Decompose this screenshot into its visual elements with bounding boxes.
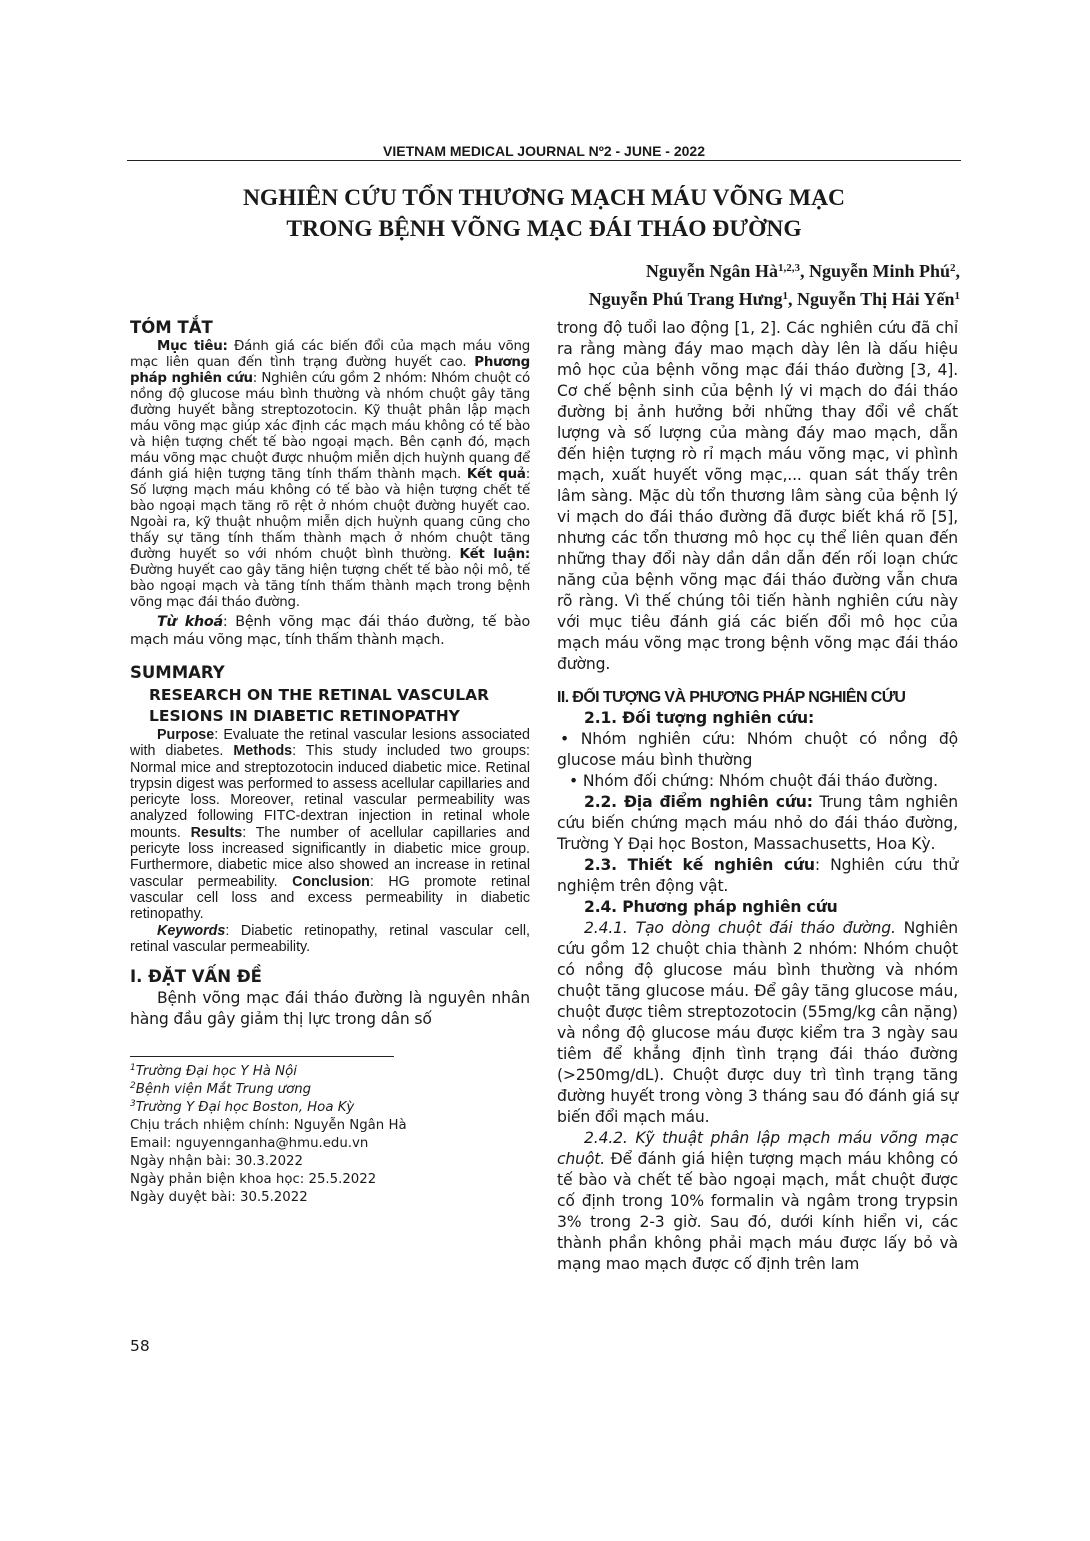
- methods-label: Methods: [233, 743, 293, 760]
- s242-text: Để đánh giá hiện tượng mạch máu không có tế bào và chết tế bào ngoại mạch, mắt chuột được cố định trong 10% formalin và ngâm trong trypsin 3% trong 2-3 giờ. Sau đó, dưới kính hiển vi, các thành phần không phải mạch máu được lấy bỏ và mạng mao mạch được cố định trên lam: [557, 1150, 958, 1273]
- left-column: [130, 318, 530, 1207]
- methods-text: : This study included two groups: Normal mice and streptozotocin induced diabetic mice. Retinal trypsin digest was performed to assess acellular capillaries and pericyte loss. Moreover, retinal vascular permeability was analyzed following FITC-dextran injection in retinal whole mounts.: [130, 743, 530, 841]
- s24-heading: 2.4. Phương pháp nghiên cứu: [584, 898, 838, 916]
- header-rule: [127, 160, 961, 161]
- affiliation-sup: 1: [954, 290, 960, 302]
- author-separator: ,: [955, 261, 960, 281]
- s21-heading: 2.1. Đối tượng nghiên cứu:: [584, 709, 815, 727]
- pp-text: : Nghiên cứu gồm 2 nhóm: Nhóm chuột có nồng độ glucose máu bình thường và nhóm chuột gây tăng đường huyết bằng streptozotocin. Kỹ thuật phân lập mạch máu võng mạc giúp xác định các mạch máu không có tế bào và hiện tượng chết tế bào ngoại mạch. Bên cạnh đó, mạch máu võng mạc chuột được nhuộm miễn dịch huỳnh quang để đánh giá hiện tượng tăng tính thấm thành mạch.: [130, 371, 530, 482]
- intro-heading: I. ĐẶT VẤN ĐỀ: [130, 967, 262, 987]
- author-name: , Nguyễn Minh Phú: [799, 261, 950, 281]
- results-text: : The number of acellular capillaries and pericyte loss increased significantly in diabetic mice group. Furthermore, diabetic mice also showed an increase in retinal vascular permeability.: [130, 824, 531, 890]
- summary-heading: SUMMARY: [130, 663, 225, 682]
- s23-text: : Nghiên cứu thử nghiệm trên động vật.: [557, 856, 959, 895]
- footnote-accepted: Ngày duyệt bài: 30.5.2022: [130, 1190, 308, 1206]
- methods-body: [557, 708, 958, 1275]
- page-number: 58: [130, 1337, 150, 1355]
- s23-paragraph: [557, 855, 958, 897]
- s21-item-2: • Nhóm đối chứng: Nhóm chuột đái tháo đường.: [569, 772, 938, 790]
- footnote-affiliation-3: [130, 1099, 530, 1117]
- kl-label: Kết luận:: [459, 547, 530, 562]
- s21-item-1: • Nhóm nghiên cứu: Nhóm chuột có nồng độ glucose máu bình thường: [557, 730, 958, 769]
- footnote-text: Trường Đại học Y Hà Nội: [135, 1064, 297, 1080]
- s241-label: 2.4.1. Tạo dòng chuột đái tháo đường.: [584, 919, 896, 937]
- keywords-text: : Diabetic retinopathy, retinal vascular cell, retinal vascular permeability.: [130, 922, 530, 955]
- conclusion-text: : HG promote retinal vascular cell loss and excess permeability in diabetic retinopathy.: [130, 873, 530, 923]
- author-line-1: [589, 257, 960, 285]
- tukhoa-text: : Bệnh võng mạc đái tháo đường, tế bào mạch máu võng mạc, tính thấm thành mạch.: [130, 614, 530, 648]
- kq-label: Kết quả: [466, 467, 526, 482]
- footnote-text: Trường Y Đại học Boston, Hoa Kỳ: [135, 1100, 355, 1116]
- footnote-received: Ngày nhận bài: 30.3.2022: [130, 1154, 303, 1170]
- intro-body-right: [557, 318, 958, 675]
- footnote-responsible: Chịu trách nhiệm chính: Nguyễn Ngân Hà: [130, 1118, 407, 1134]
- kl-text: Đường huyết cao gây tăng hiện tượng chết tế bào nội mô, tế bào ngoại mạch và tăng tính thấm thành mạch trong bệnh võng mạc đái tháo đường.: [130, 563, 530, 610]
- affiliation-sup: 2: [950, 262, 956, 274]
- results-label: Results: [190, 824, 243, 841]
- footnote-sup: 2: [130, 1081, 136, 1092]
- intro-body-left: [130, 988, 530, 1030]
- s242-label: 2.4.2. Kỹ thuật phân lập mạch máu võng mạc chuột.: [557, 1129, 958, 1168]
- keywords-label: Keywords: [157, 922, 226, 939]
- article-title: [127, 183, 961, 245]
- vietnamese-abstract: [130, 339, 530, 649]
- summary-title-line-1: RESEARCH ON THE RETINAL VASCULAR: [149, 686, 490, 704]
- footnote-affiliation-1: [130, 1063, 530, 1081]
- abstract-paragraph: [130, 339, 530, 611]
- tomtat-heading: TÓM TẮT: [130, 318, 213, 337]
- footnote-sup: 3: [130, 1099, 136, 1110]
- footnote-text: Bệnh viện Mắt Trung ương: [135, 1082, 312, 1098]
- affiliation-sup: 1,2,3: [777, 262, 800, 274]
- footnote-rule: [130, 1056, 394, 1057]
- summary-title-line-2: LESIONS IN DIABETIC RETINOPATHY: [149, 707, 460, 725]
- author-name: Nguyễn Phú Trang Hưng: [588, 289, 783, 309]
- keywords-paragraph: [130, 923, 530, 956]
- title-line-1: NGHIÊN CỨU TỔN THƯƠNG MẠCH MÁU VÕNG MẠC: [242, 185, 846, 211]
- english-abstract: [130, 727, 530, 955]
- affiliation-sup: 1: [782, 290, 788, 302]
- footnote-affiliation-2: [130, 1081, 530, 1099]
- s22-label: 2.2. Địa điểm nghiên cứu:: [584, 793, 813, 811]
- kq-text: : Số lượng mạch máu không có tế bào và hiện tượng chết tế bào ngoại mạch tăng rõ rệt ở nhóm chuột đường huyết cao. Ngoài ra, kỹ thuật nhuộm miễn dịch huỳnh quang cũng cho thấy sự tăng tính thấm thành mạch ở nhóm chuột tăng đường huyết so với nhóm chuột bình thường.: [130, 467, 530, 562]
- pp-label: Phương pháp nghiên cứu: [130, 355, 530, 386]
- summary-paragraph: [130, 727, 530, 923]
- s241-text: Nghiên cứu gồm 12 chuột chia thành 2 nhóm: Nhóm chuột có nồng độ glucose máu bình thường và nhóm chuột tăng glucose máu. Để gây tăng glucose máu, chuột được tiêm streptozotocin (55mg/kg cân nặng) và nồng độ glucose máu được kiểm tra 3 ngày sau tiêm để khẳng định tình trạng đái tháo đường (>250mg/dL). Chuột được duy trì tình trạng tăng đường huyết trong vòng 3 tháng sau đó đánh giá sự biến đổi mạch máu.: [557, 919, 958, 1126]
- footnote-list: [130, 1063, 530, 1207]
- methods-heading: II. ĐỐI TƯỢNG VÀ PHƯƠNG PHÁP NGHIÊN CỨU: [557, 689, 906, 706]
- footnote-email: Email: nguyennganha@hmu.edu.vn: [130, 1136, 369, 1152]
- s242-paragraph: [557, 1128, 958, 1275]
- journal-header: VIETNAM MEDICAL JOURNAL Nº2 - JUNE - 2022: [383, 143, 705, 159]
- footnotes: [130, 1056, 530, 1207]
- tukhoa-label: Từ khoá: [157, 614, 223, 630]
- intro-paragraph-left: Bệnh võng mạc đái tháo đường là nguyên nhân hàng đầu gây giảm thị lực trong dân số: [130, 989, 530, 1029]
- title-line-2: TRONG BỆNH VÕNG MẠC ĐÁI THÁO ĐƯỜNG: [286, 216, 802, 242]
- s22-paragraph: [557, 792, 958, 855]
- s23-label: 2.3. Thiết kế nghiên cứu: [584, 856, 815, 874]
- tukhoa-paragraph: [130, 613, 530, 649]
- author-line-2: [589, 285, 960, 313]
- muctieu-label: Mục tiêu:: [157, 339, 228, 354]
- footnote-sup: 1: [130, 1063, 136, 1074]
- s241-paragraph: [557, 918, 958, 1128]
- author-list: [589, 257, 960, 313]
- purpose-label: Purpose: [157, 727, 215, 743]
- conclusion-label: Conclusion: [292, 873, 370, 890]
- summary-title: [130, 685, 530, 727]
- footnote-reviewed: Ngày phản biện khoa học: 25.5.2022: [130, 1172, 377, 1188]
- s22-text: Trung tâm nghiên cứu biến chứng mạch máu nhỏ do đái tháo đường, Trường Y Đại học Boston, Massachusetts, Hoa Kỳ.: [557, 793, 958, 853]
- author-name: , Nguyễn Thị Hải Yến: [787, 289, 955, 309]
- purpose-text: : Evaluate the retinal vascular lesions associated with diabetes.: [130, 727, 530, 760]
- intro-paragraph-right: trong độ tuổi lao động [1, 2]. Các nghiên cứu đã chỉ ra rằng màng đáy mao mạch dày lên là dấu hiệu mô học của bệnh võng mạc đái tháo đường [3, 4]. Cơ chế bệnh sinh của bệnh lý vi mạch do đái tháo đường bị ảnh hưởng bởi những thay đổi về chất lượng và số lượng của màng đáy mao mạch, dẫn đến hiện tượng rò rỉ mạch máu võng mạc, vi phình mạch, xuất huyết võng mạc,... quan sát thấy trên lâm sàng. Mặc dù tổn thương lâm sàng của bệnh lý vi mạch do đái tháo đường đã được biết khá rõ [5], nhưng các tổn thương mô học cụ thể liên quan đến những thay đổi này dần dần dẫn đến rối loạn chức năng của bệnh võng mạc đái tháo đường vẫn chưa rõ ràng. Vì thế chúng tôi tiến hành nghiên cứu này với mục tiêu đánh giá các biến đổi mô học của mạch máu võng mạc trong bệnh võng mạc đái tháo đường.: [557, 319, 958, 673]
- right-column: [557, 318, 958, 1275]
- muctieu-text: Đánh giá các biến đổi của mạch máu võng mạc liên quan đến tình trạng đường huyết cao.: [130, 339, 530, 370]
- author-name: Nguyễn Ngân Hà: [645, 261, 778, 281]
